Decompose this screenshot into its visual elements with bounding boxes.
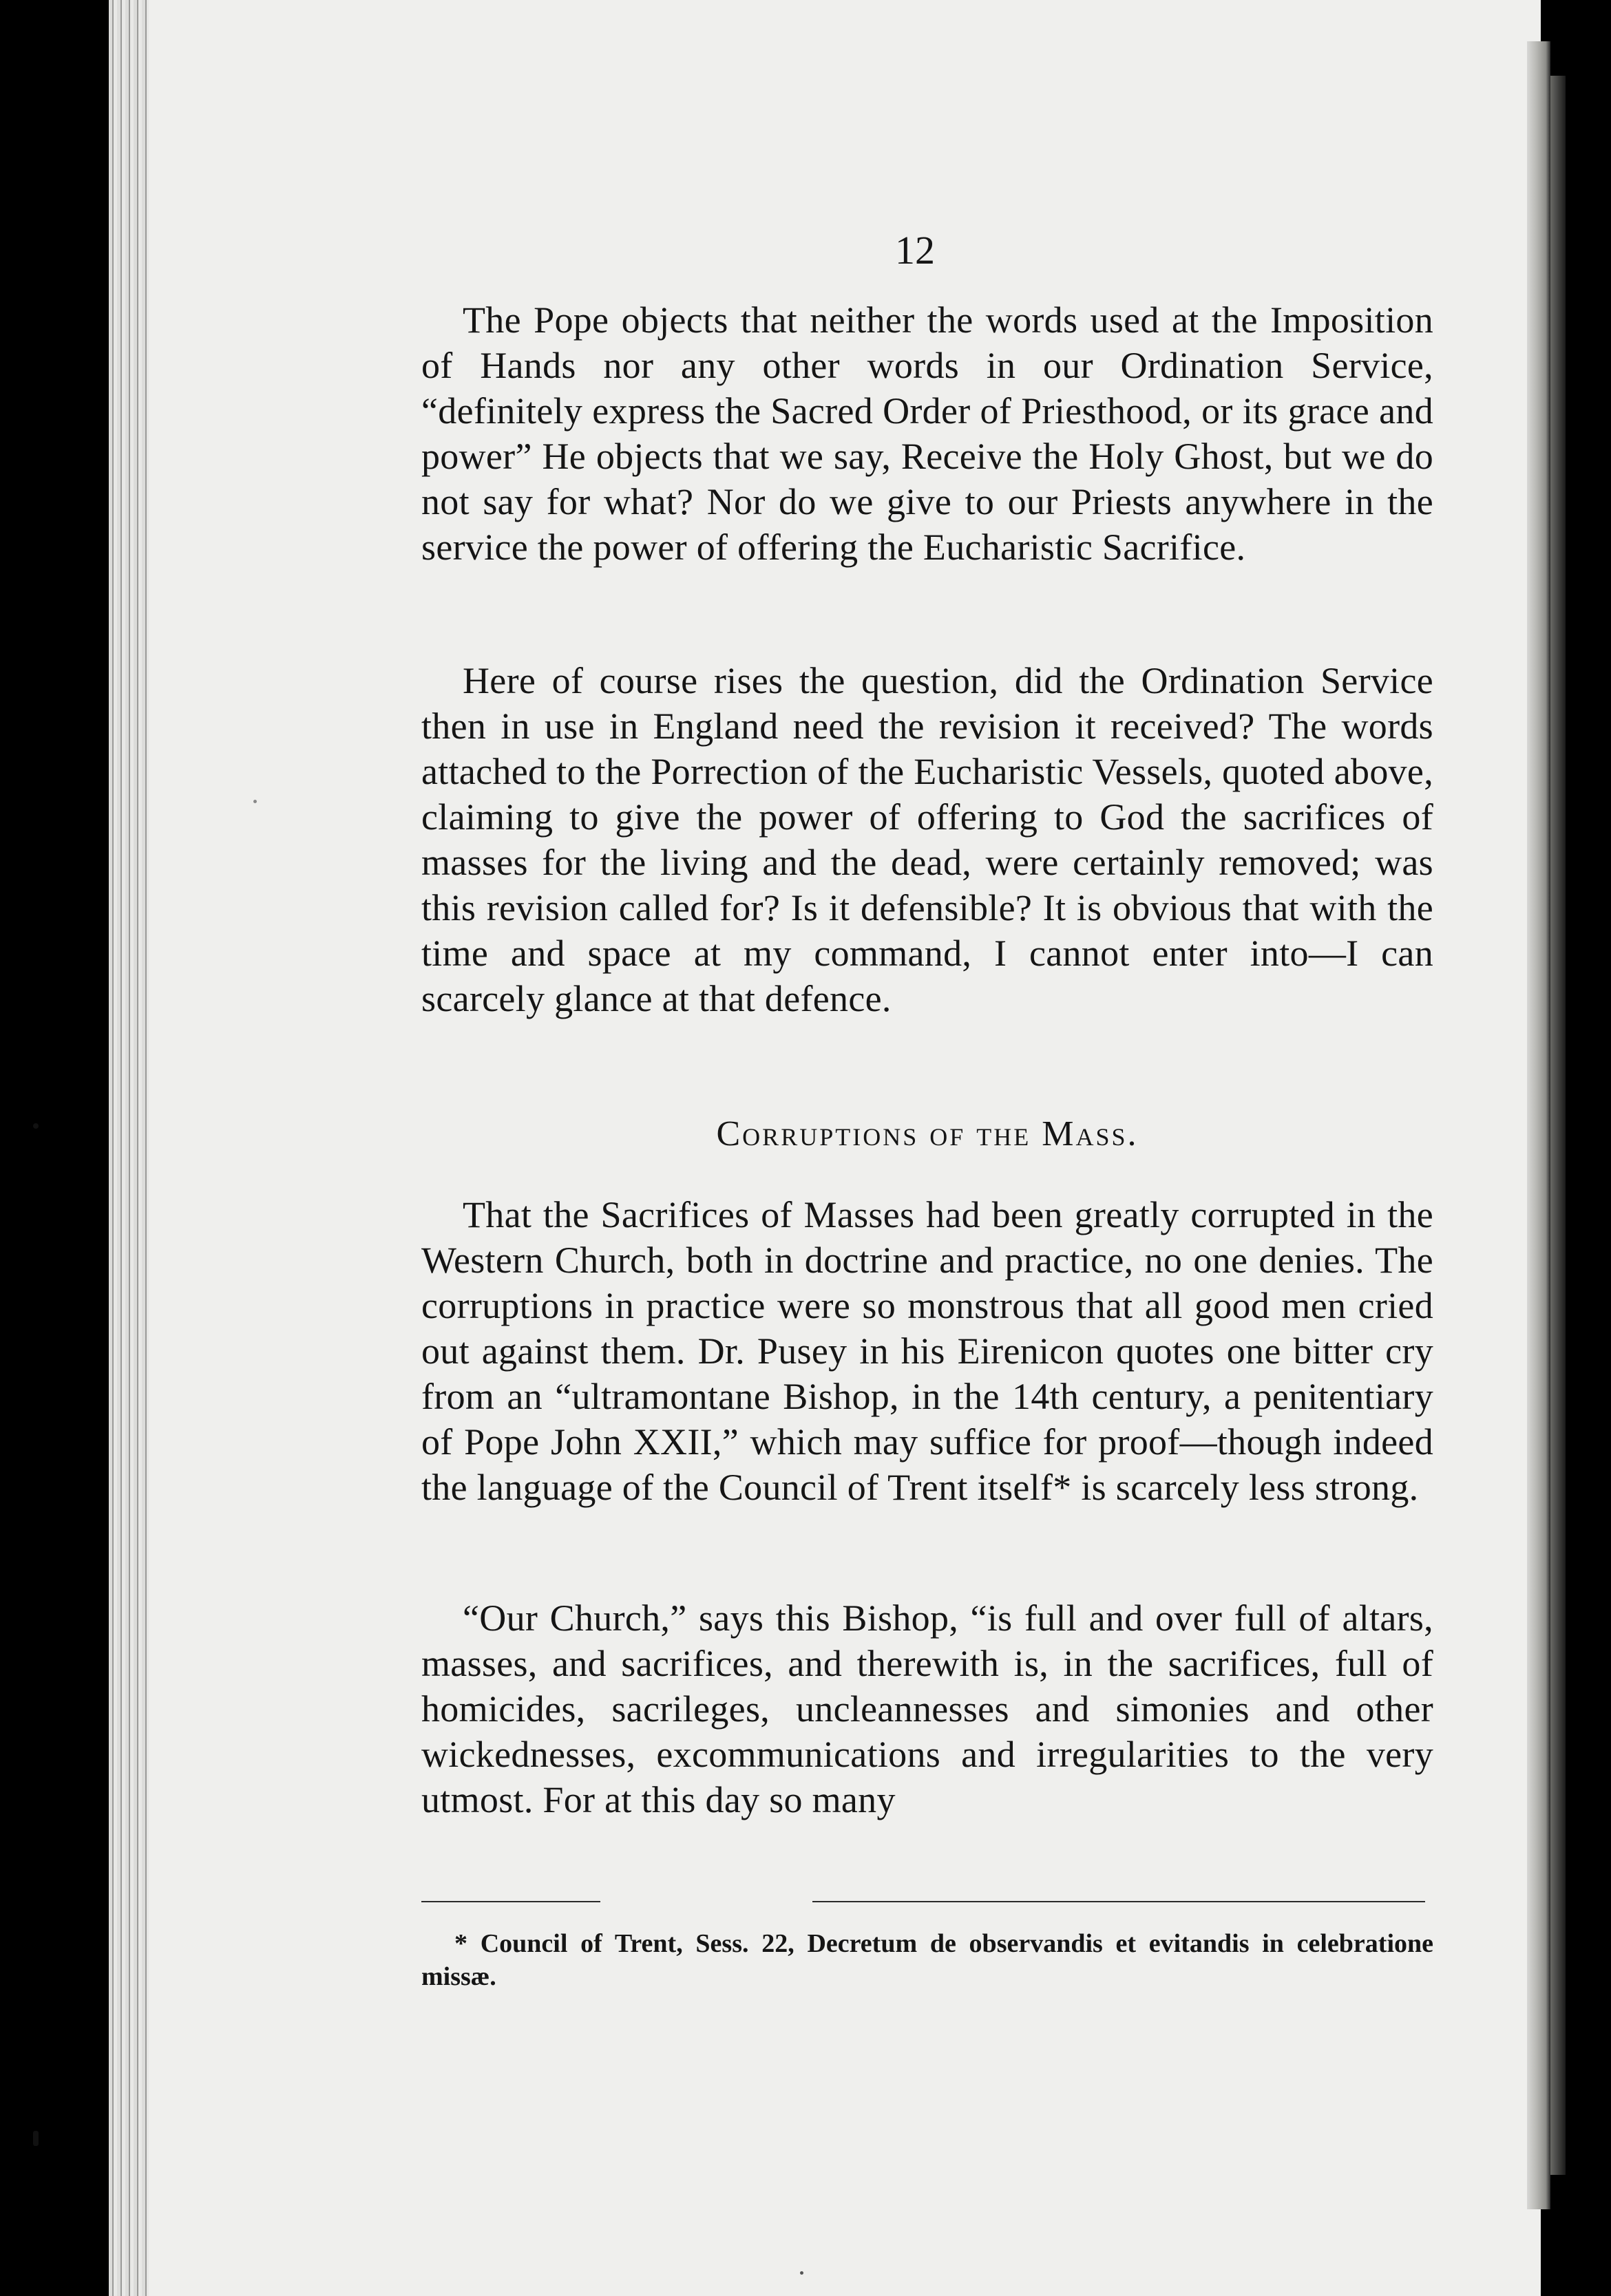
- footnote-rule-right: [812, 1901, 1425, 1902]
- scan-speck: [800, 2271, 803, 2275]
- paragraph-corruptions: That the Sacrifices of Masses had been greatly corrupted in the Western Church, both in doctrine and practice, no one denies. The corruptions in practice were so monstrous that all good men cried out against them. Dr. Pusey in his Eirenicon quotes one bitter cry from an “ultramontane Bishop, in the 14th century, a penitentiary of Pope John XXII,” which may suffice for proof—though indeed the language of the Council of Trent itself* is scarcely less strong.: [421, 1194, 1433, 1508]
- page-stack-edge: [1527, 41, 1550, 2209]
- scan-speck: [253, 800, 257, 803]
- section-heading: Corruptions of the Mass.: [716, 1114, 1139, 1154]
- page-binding-edge: [109, 0, 149, 2296]
- scan-speck: [33, 1123, 39, 1129]
- paragraph-pope-objections: The Pope objects that neither the words used at the Imposition of Hands nor any other words in our Ordination Service, “definitely express the Sacred Order of Priesthood, or its grace and power” He objects that we say, Receive the Holy Ghost, but we do not say for what? Nor do we give to our Priests anywhere in the service the power of offering the Eucharistic Sacrifice.: [421, 299, 1433, 568]
- footnote-rule-left: [421, 1901, 600, 1902]
- page-number: 12: [895, 228, 935, 273]
- scan-speck: [33, 2131, 39, 2146]
- footnote: * Council of Trent, Sess. 22, Decretum de observandis et evitandis in celebratione missæ.: [421, 1929, 1433, 1991]
- paragraph-bishop-quote: “Our Church,” says this Bishop, “is full and over full of altars, masses, and sacrifices, and therewith is, in the sacrifices, full of homicides, sacrileges, uncleannesses and simonies and other wickednesses, excommunications and irregularities to the very utmost. For at this day so many: [421, 1597, 1433, 1820]
- page-stack-shadow: [1550, 76, 1566, 2175]
- paragraph-ordination-revision: Here of course rises the question, did the Ordination Service then in use in England need the revision it received? The words attached to the Porrection of the Eucharistic Vessels, quoted above, claiming to give the power of offering to God the sacrifices of masses for the living and the dead, were certainly removed; was this revision called for? Is it defensible? It is obvious that with the time and space at my command, I cannot enter into—I can scarcely glance at that defence.: [421, 660, 1433, 1019]
